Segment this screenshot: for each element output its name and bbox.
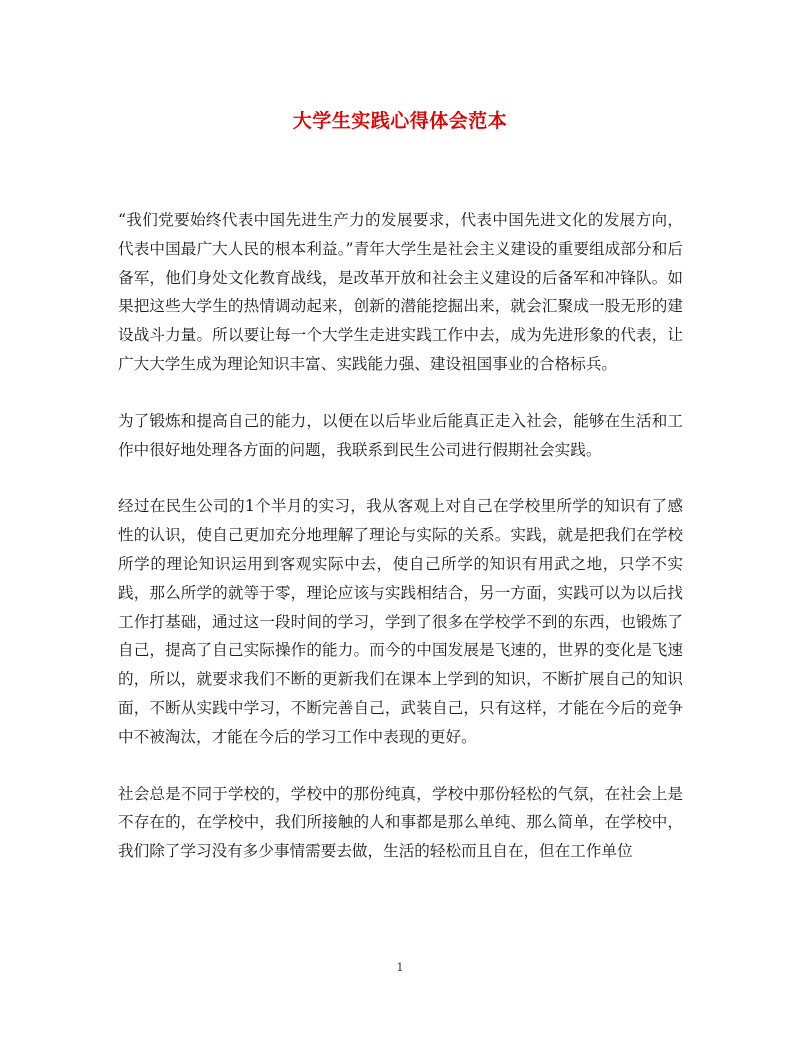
paragraph-4: 社会总是不同于学校的，学校中的那份纯真，学校中那份轻松的气氛，在社会上是不存在的，在学校中，我们所接触的人和事都是那么单纯、那么简单，在学校中，我们除了学习没有多少事情需要去做，生活的轻松而且自在，但在工作单位 [118,784,683,861]
document-body [118,206,683,894]
paragraph-3: 经过在民生公司的1个半月的实习，我从客观上对自己在学校里所学的知识有了感性的认识，使自己更加充分地理解了理论与实际的关系。实践，就是把我们在学校所学的理论知识运用到客观实际中去，使自己所学的知识有用武之地，只学不实践，那么所学的就等于零，理论应该与实践相结合，另一方面，实践可以为以后找工作打基础，通过这一段时间的学习，学到了很多在学校学不到的东西，也锻炼了自己，提高了自己实际操作的能力。而今的中国发展是飞速的，世界的变化是飞速的，所以，就要求我们不断的更新我们在课本上学到的知识，不断扩展自己的知识面，不断从实践中学习，不断完善自己，武装自己，只有这样，才能在今后的竞争中不被淘汰，才能在今后的学习工作中表现的更好。 [118,497,683,746]
paragraph-1: “我们党要始终代表中国先进生产力的发展要求，代表中国先进文化的发展方向，代表中国最广大人民的根本利益。”青年大学生是社会主义建设的重要组成部分和后备军，他们身处文化教育战线，是改革开放和社会主义建设的后备军和冲锋队。如果把这些大学生的热情调动起来，创新的潜能挖掘出来，就会汇聚成一股无形的建设战斗力量。所以要让每一个大学生走进实践工作中去，成为先进形象的代表，让广大大学生成为理论知识丰富、实践能力强、建设祖国事业的合格标兵。 [118,211,683,373]
page-number: 1 [396,961,404,974]
paragraph-2: 为了锻炼和提高自己的能力，以便在以后毕业后能真正走入社会，能够在生活和工作中很好地处理各方面的问题，我联系到民生公司进行假期社会实践。 [118,411,683,459]
document-title: 大学生实践心得体会范本 [292,110,508,132]
